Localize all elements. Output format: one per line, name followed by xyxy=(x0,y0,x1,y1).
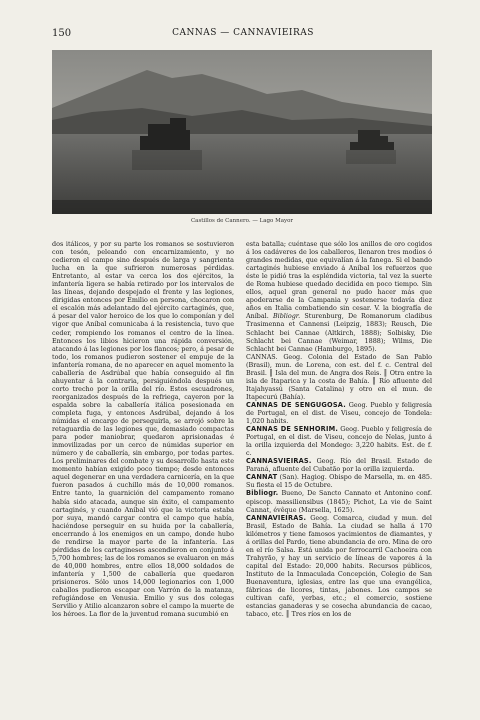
page-header xyxy=(52,28,434,42)
entry-text: Geog. Río del Brasil. Estado de Paraná, afluente del Cubatão por la orilla izquierda. xyxy=(246,457,432,474)
right-intro-text xyxy=(246,240,432,353)
entry-text: Geog. Pueblo y feligresía de Portugal, en el dist. de Viseu, concejo de Nelas, junto á la orilla izquierda del Mondego: 3,220 habits. Est. de f. c. xyxy=(246,425,432,458)
entry-headword: CANNAT xyxy=(246,473,278,482)
dictionary-entry xyxy=(246,489,432,513)
dictionary-entry xyxy=(246,457,432,473)
right-column xyxy=(246,240,432,618)
battle-text: esta batalla; cuéntase que sólo los anillos de oro cogidos á los cadáveres de los caballeros, llenaron tres modios ó grandes medidas, que equivalían á la fanega. Si el bando cartaginés hubiese enviado á Aníbal los refuerzos que éste le pidió tras la espléndida victoria, tal vez la suerte de Roma hubiese quedado decidida en poco tiempo. Sin ellos, aquel gran general no pudo hacer más que apoderarse de la Campania y sostenerse todavía diez años en Italia combatiendo sin cesar. V. la biografía de Aníbal. xyxy=(246,240,432,321)
entry-headword: CANNAS DE SENHORIM. xyxy=(246,425,339,434)
entry-headword: CANNAVIEIRAS. xyxy=(246,513,307,522)
bibliography-label: Bibliogr. xyxy=(272,312,301,321)
entry-headword: CANNAS DE SENGUGOSA. xyxy=(246,400,346,409)
dictionary-entry xyxy=(246,401,432,425)
photo-caption: Castillos de Cannero. — Lago Mayor xyxy=(190,218,294,224)
entry-headword: CANNASVIEIRAS. xyxy=(246,457,312,466)
cannas-geog-entry: CANNAS. Geog. Colonia del Estado de San Pablo (Brasil), mun. de Lorena, con est. del f. c. Central del Brasil. ║ Isla del mun. de Angra dos Reis. ║ Otra entre la isla de Itaparica y la costa de Bahía. ║ Río afluente del Itajahyassú (Santa Catalina) y otro en el mun. de Itapecurú (Bahía). xyxy=(246,352,432,401)
left-body-text: dos itálicos, y por su parte los romanos se sostuvieron con tesón, peleando con encarnizamiento, y no cedieron el campo sino después de larga y sangrienta lucha en la que sufrieron numerosas pérdidas. Entretanto, al estar va cerca los dos ejércitos, la infantería ligera se había retirado por los intervalos de las líneas, dejando despejado el frente y las legiones, dirigidas entonces por Emilio en persona, chocaron con el escalón más adelantado del ejército cartaginés, que, á pesar del valor heroico de los que lo componían y del vigor que Aníbal comunicaba á la resistencia, tuvo que ceder, rompiendo los romanos el centro de la línea. Entonces los libios hicieron una rápida conversión, atacando á las legiones por los flancos; pero, á pesar de todo, los romanos pudieron sostener el empuje de la infantería romana, de no aparecer en aquel momento la caballería de Asdrúbal que había conseguido al fin ahuyentar á la contraria, persiguiéndola después un corto trecho por la orilla del río. Estos escuadrones, reorganizados después de la refriega, cayeron por la espalda sobre la caballería itálica posesionada en completa fuga, y entonces Asdrúbal, dejando á los númidas el encargo de perseguirla, se arrojó sobre la retaguardia de las legiones que, demasiado compactas para poder maniobrar, quedaron aprisionadas é inmovilizadas por un cerco de númidas superior en número y de caballería, sin embargo, por todas partes. Los preliminares del combate y su desarrollo hasta este momento habían exigido poco tiempo; desde entonces aquel degenerar en una verdadera carnicería, en la que fueron pasados á cuchillo más de 10,000 romanos. Entre tanto, la guarnición del campamento romano había sido atacada, aunque sin éxito, el campamento cartaginés, y cuando Aníbal vió que la victoria estaba por suya, mandó cargar contra el campo que había, haciéndose perseguir en su huida por la caballería, encerrando á los enemigos en un campo, donde hubo de rendirse la mayor parte de la infantería. Las pérdidas de los cartagineses ascendieron en conjunto á 5,700 hombres; las de los romanos se evaluaron en más de 40,000 hombres, entre ellos 18,000 soldados de infantería y 1,500 de caballería que quedaron prisioneros. Sólo unos 14,000 legionarios con 1,000 caballos pudieron escapar con Varrón de la matanza, refugiándose en Venusia. Emilio y sus dos colegas Servilio y Atilio alcanzaron sobre el campo la muerte de los héroes. La flor de la juventud romana sucumbió en xyxy=(52,240,234,619)
entry-text: Bueno, De Sancto Cannato et Antonino conf. episcop. massiliensibus (1845); Pichot, La vie de Saint Cannat, évêque (Marsella, 1625). xyxy=(246,489,432,514)
dictionary-entry xyxy=(246,514,432,619)
running-title: CANNAS — CANNAVIEIRAS xyxy=(172,28,314,38)
lake-castles-photo xyxy=(52,50,432,214)
dictionary-entry xyxy=(246,473,432,489)
photo-illustration xyxy=(52,50,432,214)
entry-text: Geog. Pueblo y feligresía de Portugal, en el dist. de Viseu, concejo de Tondela: 1,020 habits. xyxy=(246,400,432,426)
bibliography-text: Sturenburg, De Romanorum cladibus Trasimenna et Cannensi (Leipzig, 1883); Reusch, Die Schlacht bei Cannae (Altkirch, 1888); Solbisky, Die Schlacht bei Cannae (Weimar, 1888); Wilms, Die Schlacht bei Cannae (Hamburgo, 1895). xyxy=(246,312,432,353)
left-column xyxy=(52,240,234,618)
page-number: 150 xyxy=(52,28,72,39)
entry-text: Geog. Comarca, ciudad y mun. del Brasil, Estado de Bahía. La ciudad se halla á 170 kilómetros y tiene famosos yacimientos de diamantes, y á orillas del Pardo, tiene abundancia de oro. Mina de oro en el río Salsa. Está unida por ferrocarril Cachoeira con Trahyrão, y hay un servicio de líneas de vapores á la capital del Estado: 20,000 habits. Recursos públicos, Instituto de la Inmaculada Concepción, Colegio de San Buenaventura, iglesias, entre las que una evangélica, fábricas de licores, tintas, jabones. Los campos se cultivan café, yerbas, etc.; el comercio, sostiene estancias ganaderas y se cosecha abundancia de cacao, tabaco, etc. ║ Tres ríos en los de xyxy=(246,513,432,619)
entry-headword: Bibliogr. xyxy=(246,489,279,498)
dictionary-entry xyxy=(246,425,432,457)
entry-text: (San). Hagiog. Obispo de Marsella, m. en 485. Su fiesta el 15 de Octubre. xyxy=(246,473,432,490)
